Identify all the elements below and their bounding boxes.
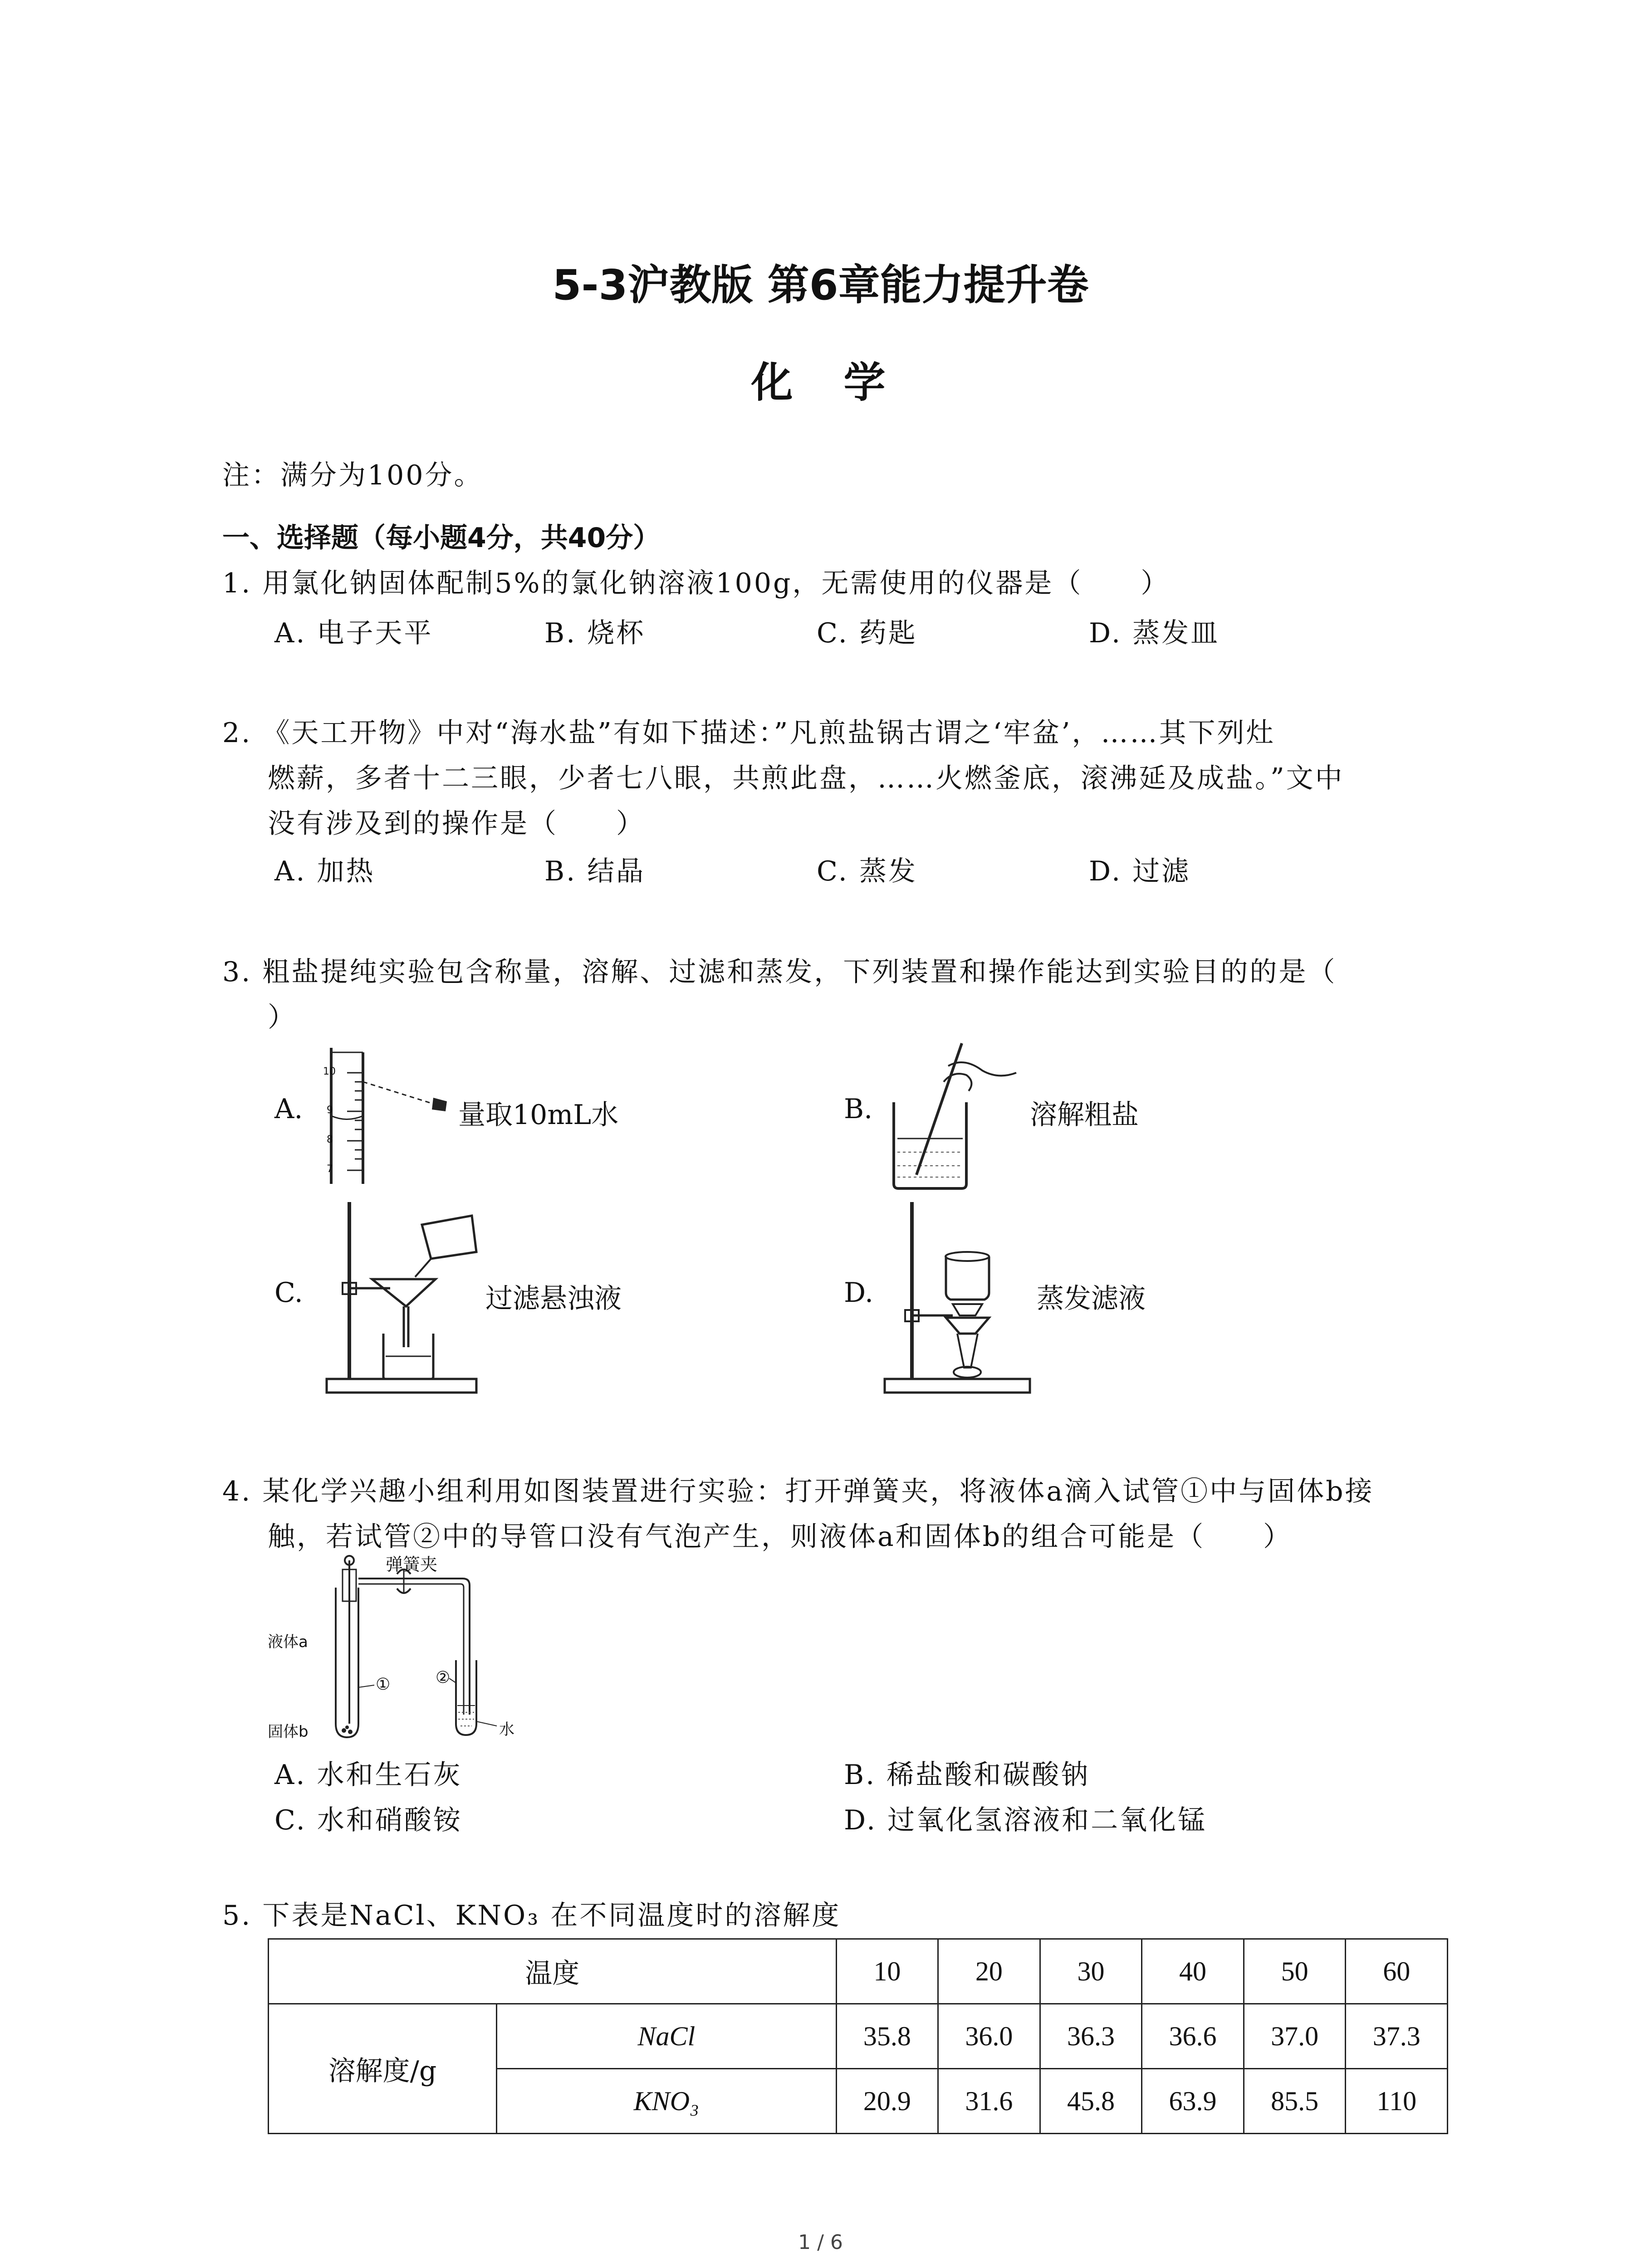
- table-row: [269, 2004, 1448, 2069]
- filtration-figure: [322, 1198, 485, 1397]
- q2-option-c: C. 蒸发: [817, 855, 917, 887]
- q1-option-d: D. 蒸发皿: [1089, 617, 1220, 649]
- solubility-table: [268, 1938, 1448, 2134]
- temperature-header: 温度: [269, 1939, 837, 2004]
- q1-option-c: C. 药匙: [817, 617, 917, 649]
- q3-option-a-letter: A.: [274, 1093, 303, 1125]
- q1-option-a: A. 电子天平: [274, 617, 433, 649]
- q4-option-b: B. 稀盐酸和碳酸钠: [844, 1759, 1090, 1791]
- cylinder-tick-9: 9: [327, 1105, 333, 1116]
- value-cell: 36.0: [938, 2004, 1040, 2069]
- cylinder-tick-7: 7: [327, 1163, 333, 1175]
- temp-cell: 50: [1244, 1939, 1346, 2004]
- question-2-line-1: 2. 《天工开物》中对“海水盐”有如下描述：”凡煎盐锅古谓之‘牢盆’，……其下列灶: [222, 717, 1275, 749]
- q3-option-b-letter: B.: [844, 1093, 873, 1125]
- solubility-label: 溶解度/g: [269, 2004, 497, 2134]
- q2-option-a: A. 加热: [274, 855, 375, 887]
- temp-cell: 30: [1040, 1939, 1142, 2004]
- tube-1-label: ①: [376, 1675, 391, 1694]
- tube-2-label: ②: [436, 1668, 451, 1687]
- page-number: 1 / 6: [798, 2231, 843, 2254]
- question-5-stem: 5. 下表是NaCl、KNO₃ 在不同温度时的溶解度: [222, 1900, 841, 1931]
- evaporation-figure: [880, 1198, 1034, 1397]
- value-cell: 37.3: [1346, 2004, 1448, 2069]
- value-cell: 20.9: [836, 2069, 938, 2134]
- value-cell: 36.3: [1040, 2004, 1142, 2069]
- question-2-line-3: 没有涉及到的操作是（ ）: [268, 808, 645, 840]
- q3-option-a-caption: 量取10mL水: [458, 1099, 619, 1131]
- gas-apparatus-figure: [268, 1551, 540, 1742]
- q2-option-b: B. 结晶: [544, 855, 646, 887]
- dissolving-beaker-figure: [885, 1039, 1030, 1193]
- temp-cell: 20: [938, 1939, 1040, 2004]
- substance-name: KNO₃: [497, 2069, 837, 2134]
- graduated-cylinder-figure: [318, 1048, 463, 1188]
- q3-option-d-letter: D.: [844, 1277, 874, 1309]
- cylinder-tick-8: 8: [327, 1134, 333, 1145]
- liquid-a-label: 液体a: [268, 1633, 308, 1651]
- value-cell: 37.0: [1244, 2004, 1346, 2069]
- q2-option-d: D. 过滤: [1089, 855, 1191, 887]
- question-4-line-2: 触，若试管②中的导管口没有气泡产生，则液体a和固体b的组合可能是（ ）: [268, 1521, 1293, 1553]
- temp-cell: 10: [836, 1939, 938, 2004]
- water-label: 水: [499, 1721, 514, 1739]
- q4-option-a: A. 水和生石灰: [274, 1759, 462, 1791]
- temp-cell: 40: [1142, 1939, 1244, 2004]
- spring-clamp-label: 弹簧夹: [386, 1554, 438, 1574]
- q4-option-c: C. 水和硝酸铵: [274, 1804, 462, 1836]
- subject-title: 化 学: [751, 358, 890, 407]
- question-4-line-1: 4. 某化学兴趣小组利用如图装置进行实验：打开弹簧夹，将液体a滴入试管①中与固体b接: [222, 1476, 1374, 1507]
- q1-option-b: B. 烧杯: [544, 617, 646, 649]
- question-3-line-1: 3. 粗盐提纯实验包含称量，溶解、过滤和蒸发，下列装置和操作能达到实验目的的是（: [222, 956, 1337, 988]
- value-cell: 85.5: [1244, 2069, 1346, 2134]
- question-3-line-2: ）: [268, 1002, 297, 1033]
- value-cell: 45.8: [1040, 2069, 1142, 2134]
- cylinder-tick-10: 10: [323, 1066, 336, 1077]
- substance-name: NaCl: [497, 2004, 837, 2069]
- question-2-line-2: 燃薪，多者十二三眼，少者七八眼，共煎此盘，……火燃釜底，滚沸延及成盐。”文中: [268, 763, 1344, 794]
- value-cell: 35.8: [836, 2004, 938, 2069]
- q3-option-c-letter: C.: [274, 1277, 303, 1309]
- page-title: 5-3沪教版 第6章能力提升卷: [552, 261, 1089, 309]
- value-cell: 63.9: [1142, 2069, 1244, 2134]
- value-cell: 110: [1346, 2069, 1448, 2134]
- q3-option-d-caption: 蒸发滤液: [1037, 1283, 1146, 1315]
- score-note: 注：满分为100分。: [222, 459, 483, 491]
- q3-option-c-caption: 过滤悬浊液: [485, 1283, 622, 1315]
- value-cell: 36.6: [1142, 2004, 1244, 2069]
- q4-option-d: D. 过氧化氢溶液和二氧化锰: [844, 1804, 1207, 1836]
- question-1-stem: 1. 用氯化钠固体配制5%的氯化钠溶液100g，无需使用的仪器是（ ）: [222, 567, 1170, 599]
- q3-option-b-caption: 溶解粗盐: [1030, 1099, 1139, 1131]
- solid-b-label: 固体b: [268, 1723, 309, 1741]
- value-cell: 31.6: [938, 2069, 1040, 2134]
- table-header-row: [269, 1939, 1448, 2004]
- temp-cell: 60: [1346, 1939, 1448, 2004]
- section-heading: 一、选择题（每小题4分，共40分）: [222, 522, 661, 554]
